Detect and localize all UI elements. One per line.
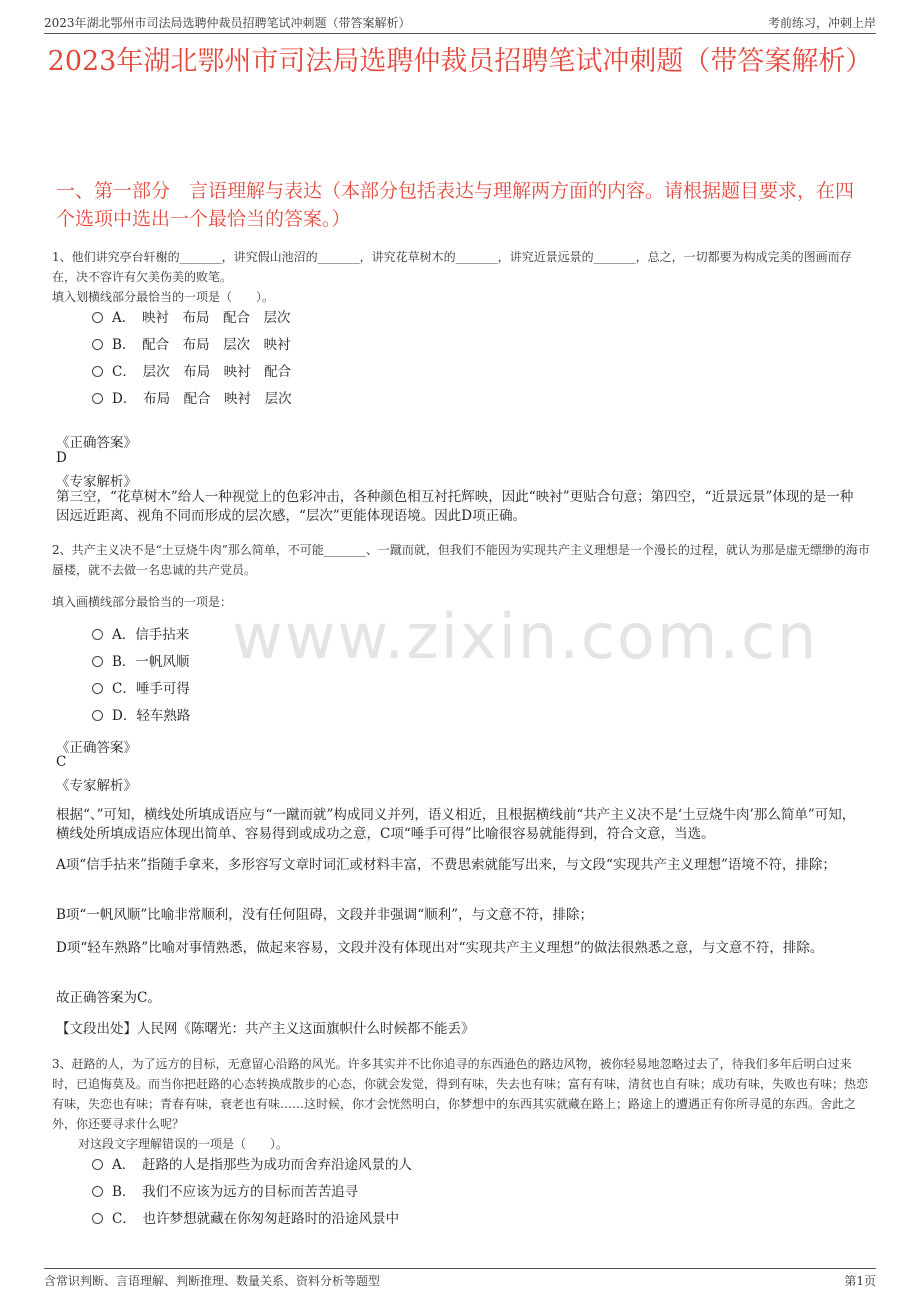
question-2-option-d[interactable]: D．轻车熟路	[92, 706, 190, 726]
question-1-option-a[interactable]: A． 映衬 布局 配合 层次	[92, 308, 291, 328]
section-heading: 一、第一部分 言语理解与表达（本部分包括表达与理解两方面的内容。请根据题目要求，在四个选项中选出一个最恰当的答案。）	[56, 180, 855, 230]
question-2-answer-label: 《正确答案》	[56, 740, 137, 756]
question-2-source: 【文段出处】人民网《陈曙光：共产主义这面旗帜什么时候都不能丢》	[56, 1021, 475, 1037]
question-1-answer-label: 《正确答案》	[56, 435, 137, 451]
header-slogan: 考前练习，冲刺上岸	[767, 16, 876, 30]
question-3-option-a[interactable]: A． 赶路的人是指那些为成功而舍弃沿途风景的人	[92, 1155, 412, 1175]
radio-icon[interactable]	[92, 683, 103, 694]
question-2-prompt: 填入画横线部分最恰当的一项是：	[52, 595, 233, 609]
radio-icon[interactable]	[92, 1186, 103, 1197]
question-2-stem: 2、共产主义决不是“土豆烧牛肉”那么简单，不可能_______、一蹴而就，但我们不能因为实现共产主义理想是一个漫长的过程，就认为那是虚无缥缈的海市蜃楼，就不去做一名忠诚的共产党员。	[52, 543, 870, 577]
radio-icon[interactable]	[92, 1213, 103, 1224]
question-2-analysis-p4: D项“轻车熟路”比喻对事情熟悉，做起来容易，文段并没有体现出对“实现共产主义理想”的做法很熟悉之意，与文意不符，排除。	[56, 940, 824, 956]
question-2-option-a[interactable]: A．信手拈来	[92, 625, 189, 645]
radio-icon[interactable]	[92, 656, 103, 667]
radio-icon[interactable]	[92, 312, 103, 323]
question-1-prompt: 填入划横线部分最恰当的一项是（ ）。	[52, 290, 275, 304]
question-1-option-b[interactable]: B． 配合 布局 层次 映衬	[92, 335, 291, 355]
watermark: www.zixin.com.cn	[232, 600, 819, 673]
footer-divider	[44, 1268, 876, 1269]
question-2-option-c[interactable]: C．唾手可得	[92, 679, 190, 699]
question-2-analysis-p3: B项“一帆风顺”比喻非常顺利，没有任何阻碍，文段并非强调“顺利”，与文意不符，排除；	[56, 907, 594, 923]
page-number: 第1页	[844, 1274, 876, 1288]
question-2-answer: C	[56, 754, 67, 770]
question-1-answer: D	[56, 450, 67, 466]
question-3-prompt: 对这段文字理解错误的一项是（ ）。	[78, 1137, 289, 1151]
question-1-option-d[interactable]: D． 布局 配合 映衬 层次	[92, 389, 292, 409]
page-title: 2023年湖北鄂州市司法局选聘仲裁员招聘笔试冲刺题（带答案解析）	[47, 46, 873, 77]
question-3-option-c[interactable]: C． 也许梦想就藏在你匆匆赶路时的沿途风景中	[92, 1209, 399, 1229]
radio-icon[interactable]	[92, 339, 103, 350]
question-3-stem: 3、赶路的人，为了远方的目标，无意留心沿路的风光。许多其实并不比你追寻的东西逊色的路边风物，被你轻易地忽略过去了，待我们多年后明白过来时，已追悔莫及。而当你把赶路的心态转换成散步的心态，你就会发觉，得到有味，失去也有味；富有有味，清贫也自有味；成功有味，失败也有味；热恋有味，失恋也有味；青春有味，衰老也有味……这时候，你才会恍然明白，你梦想中的东西其实就藏在路上；路途上的遭遇正有你所寻觅的东西。舍此之外，你还要寻求什么呢？	[52, 1057, 869, 1131]
header-doc-title: 2023年湖北鄂州市司法局选聘仲裁员招聘笔试冲刺题（带答案解析）	[44, 16, 411, 30]
radio-icon[interactable]	[92, 366, 103, 377]
header-divider	[44, 33, 876, 34]
question-2-analysis-p5: 故正确答案为C。	[56, 990, 161, 1006]
radio-icon[interactable]	[92, 1159, 103, 1170]
question-1-analysis: 第三空，“花草树木”给人一种视觉上的色彩冲击，各种颜色相互衬托辉映，因此“映衬”更贴合句意；第四空，“近景远景”体现的是一种因远近距离、视角不同而形成的层次感，“层次”更能体现语境。因此D项正确。	[56, 489, 854, 524]
radio-icon[interactable]	[92, 629, 103, 640]
radio-icon[interactable]	[92, 710, 103, 721]
footer-description: 含常识判断、言语理解、判断推理、数量关系、资料分析等题型	[44, 1274, 381, 1288]
question-2-analysis-p1: 根据“、”可知，横线处所填成语应与“一蹴而就”构成同义并列，语义相近，且根据横线前“共产主义决不是‘土豆烧牛肉’那么简单”可知，横线处所填成语应体现出简单、容易得到或成功之意，C项“唾手可得”比喻很容易就能得到，符合文意，当选。	[56, 807, 856, 842]
question-1-option-c[interactable]: C． 层次 布局 映衬 配合	[92, 362, 291, 382]
question-2-option-b[interactable]: B．一帆风顺	[92, 652, 189, 672]
question-1-stem: 1、他们讲究亭台轩榭的_______，讲究假山池沼的_______，讲究花草树木的_______，讲究近景远景的_______，总之，一切都要为构成完美的图画而存在，决不容许有欠美伤美的败笔。	[52, 250, 852, 284]
question-2-analysis-label: 《专家解析》	[56, 778, 137, 794]
radio-icon[interactable]	[92, 393, 103, 404]
question-3-option-b[interactable]: B． 我们不应该为远方的目标而苦苦追寻	[92, 1182, 358, 1202]
question-1-analysis-label: 《专家解析》	[56, 474, 137, 490]
question-2-analysis-p2: A项“信手拈来”指随手拿来，多形容写文章时词汇或材料丰富，不费思索就能写出来，与文段“实现共产主义理想”语境不符，排除；	[56, 857, 836, 873]
